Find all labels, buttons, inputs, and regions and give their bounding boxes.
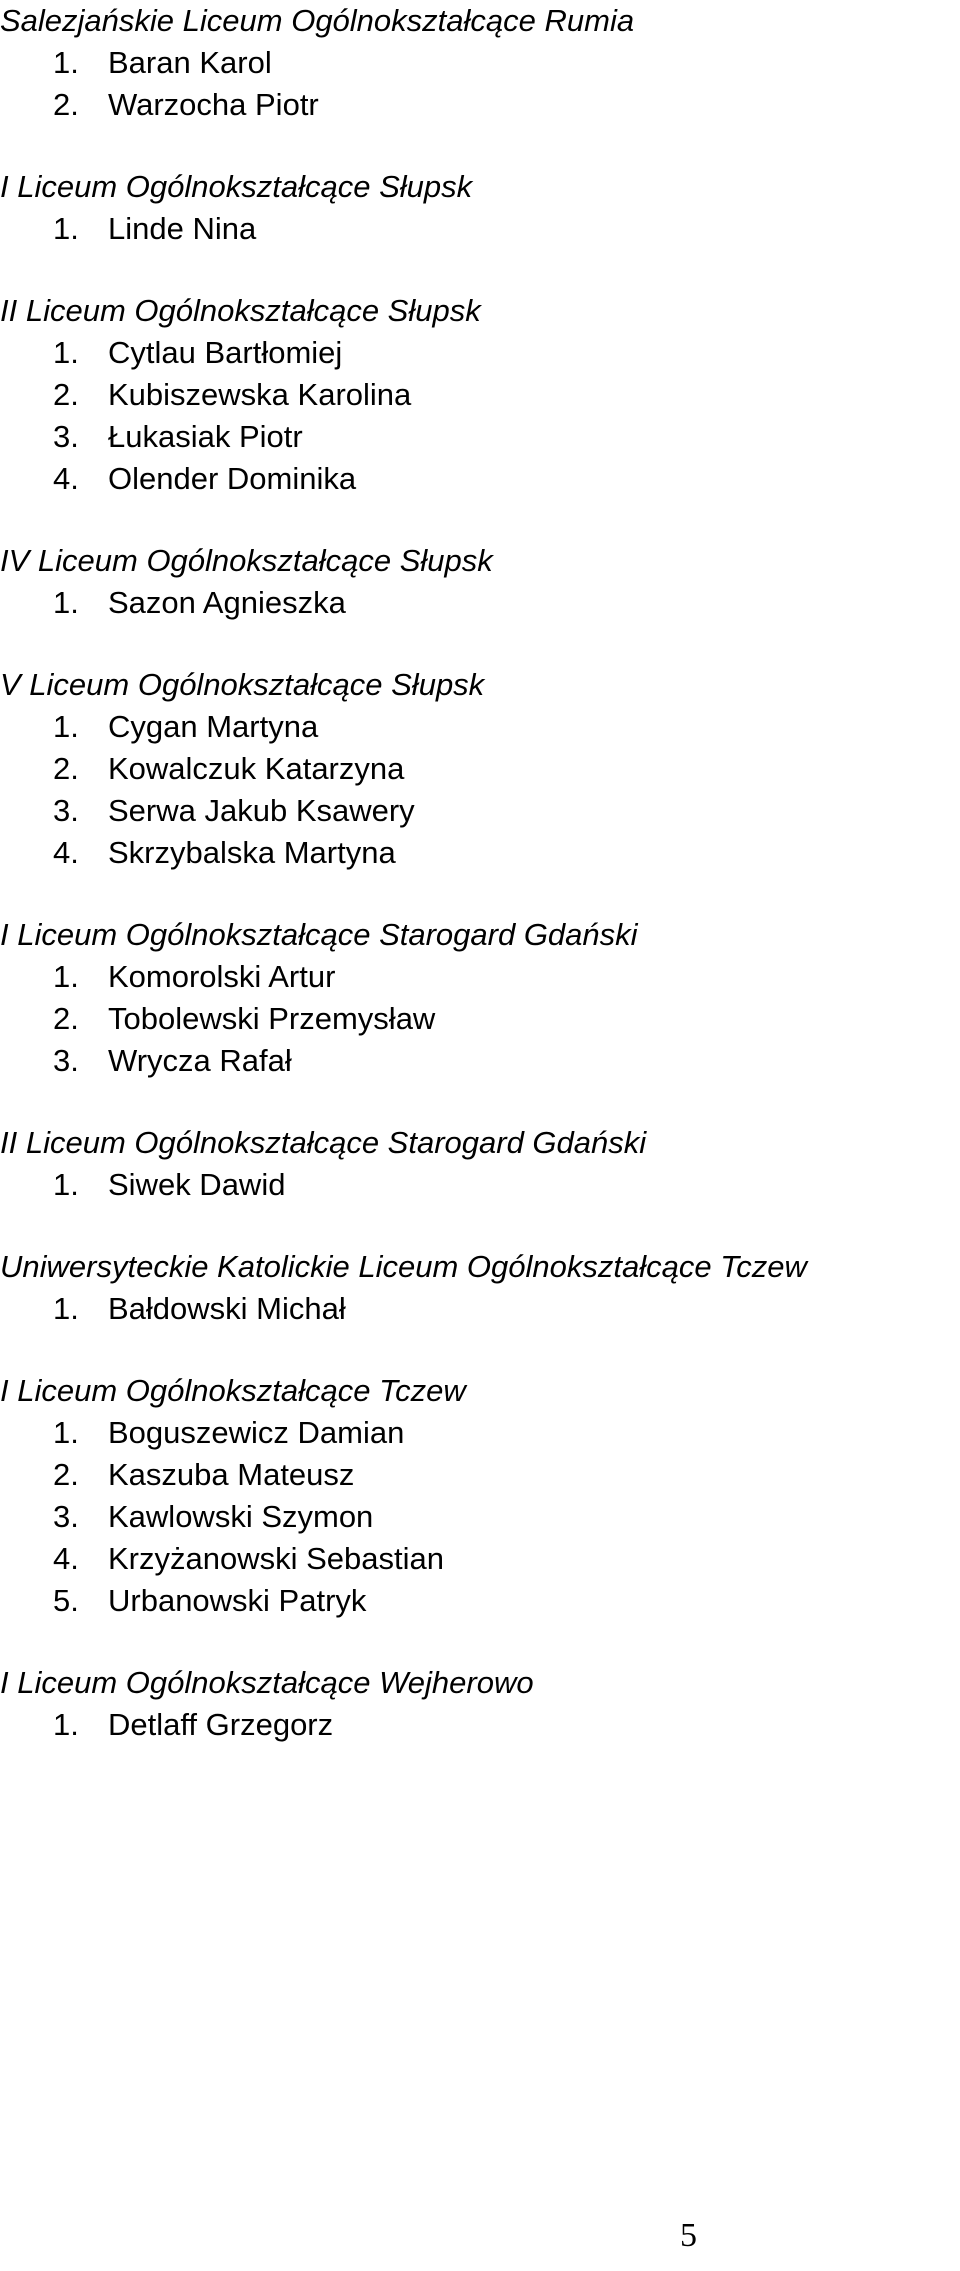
student-name: Baran Karol: [108, 45, 272, 80]
student-name: Olender Dominika: [108, 461, 357, 496]
school-name: II Liceum Ogólnokształcące Starogard Gdański: [0, 1125, 647, 1160]
student-name: Sazon Agnieszka: [108, 585, 346, 620]
student-name: Komorolski Artur: [108, 959, 336, 994]
student-number: 4.: [53, 835, 79, 870]
student-number: 3.: [53, 1499, 79, 1534]
student-entry: [53, 1412, 404, 1454]
student-name: Tobolewski Przemysław: [108, 1001, 436, 1036]
student-name: Kubiszewska Karolina: [108, 377, 412, 412]
page-number: 5: [680, 2217, 697, 2254]
school-name: II Liceum Ogólnokształcące Słupsk: [0, 293, 481, 328]
school-name: IV Liceum Ogólnokształcące Słupsk: [0, 543, 493, 578]
school-name: Uniwersyteckie Katolickie Liceum Ogólnokształcące Tczew: [0, 1249, 807, 1284]
student-entry: [53, 332, 342, 374]
student-entry: [53, 706, 318, 748]
student-name: Kawlowski Szymon: [108, 1499, 374, 1534]
school-name: I Liceum Ogólnokształcące Wejherowo: [0, 1665, 534, 1700]
student-name: Boguszewicz Damian: [108, 1415, 405, 1450]
student-name: Linde Nina: [108, 211, 257, 246]
school-name: I Liceum Ogólnokształcące Słupsk: [0, 169, 473, 204]
school-name: I Liceum Ogólnokształcące Starogard Gdański: [0, 917, 638, 952]
student-name: Skrzybalska Martyna: [108, 835, 396, 870]
student-number: 1.: [53, 211, 79, 246]
student-number: 1.: [53, 1707, 79, 1742]
student-number: 2.: [53, 1457, 79, 1492]
student-entry: [53, 1704, 333, 1746]
student-number: 4.: [53, 461, 79, 496]
student-number: 2.: [53, 377, 79, 412]
student-number: 1.: [53, 1291, 79, 1326]
student-number: 1.: [53, 709, 79, 744]
student-number: 3.: [53, 1043, 79, 1078]
student-entry: [53, 1454, 354, 1496]
student-entry: [53, 458, 356, 500]
student-name: Serwa Jakub Ksawery: [108, 793, 415, 828]
student-name: Cygan Martyna: [108, 709, 319, 744]
student-entry: [53, 832, 396, 874]
student-entry: [53, 1040, 292, 1082]
student-number: 3.: [53, 793, 79, 828]
student-entry: [53, 748, 404, 790]
student-entry: [53, 1164, 285, 1206]
student-entry: [53, 1538, 444, 1580]
student-number: 2.: [53, 87, 79, 122]
student-name: Kowalczuk Katarzyna: [108, 751, 405, 786]
student-name: Wrycza Rafał: [108, 1043, 292, 1078]
student-name: Kaszuba Mateusz: [108, 1457, 355, 1492]
student-entry: [53, 1496, 373, 1538]
student-number: 5.: [53, 1583, 79, 1618]
student-number: 1.: [53, 1415, 79, 1450]
student-number: 1.: [53, 959, 79, 994]
student-entry: [53, 790, 415, 832]
student-entry: [53, 1580, 366, 1622]
student-entry: [53, 1288, 346, 1330]
student-name: Warzocha Piotr: [108, 87, 319, 122]
student-entry: [53, 374, 411, 416]
student-entry: [53, 582, 346, 624]
student-name: Urbanowski Patryk: [108, 1583, 367, 1618]
student-number: 1.: [53, 585, 79, 620]
student-name: Siwek Dawid: [108, 1167, 286, 1202]
student-entry: [53, 208, 256, 250]
school-name: Salezjańskie Liceum Ogólnokształcące Rumia: [0, 3, 635, 38]
student-number: 1.: [53, 45, 79, 80]
student-entry: [53, 998, 435, 1040]
student-entry: [53, 956, 335, 998]
student-number: 2.: [53, 751, 79, 786]
student-number: 2.: [53, 1001, 79, 1036]
student-number: 3.: [53, 419, 79, 454]
student-entry: [53, 84, 319, 126]
student-number: 4.: [53, 1541, 79, 1576]
student-entry: [53, 416, 303, 458]
student-name: Detlaff Grzegorz: [108, 1707, 334, 1742]
student-number: 1.: [53, 1167, 79, 1202]
student-name: Krzyżanowski Sebastian: [108, 1541, 444, 1576]
student-entry: [53, 42, 272, 84]
student-name: Łukasiak Piotr: [108, 419, 303, 454]
school-name: I Liceum Ogólnokształcące Tczew: [0, 1373, 466, 1408]
school-name: V Liceum Ogólnokształcące Słupsk: [0, 667, 485, 702]
student-name: Cytlau Bartłomiej: [108, 335, 343, 370]
student-name: Bałdowski Michał: [108, 1291, 346, 1326]
student-number: 1.: [53, 335, 79, 370]
